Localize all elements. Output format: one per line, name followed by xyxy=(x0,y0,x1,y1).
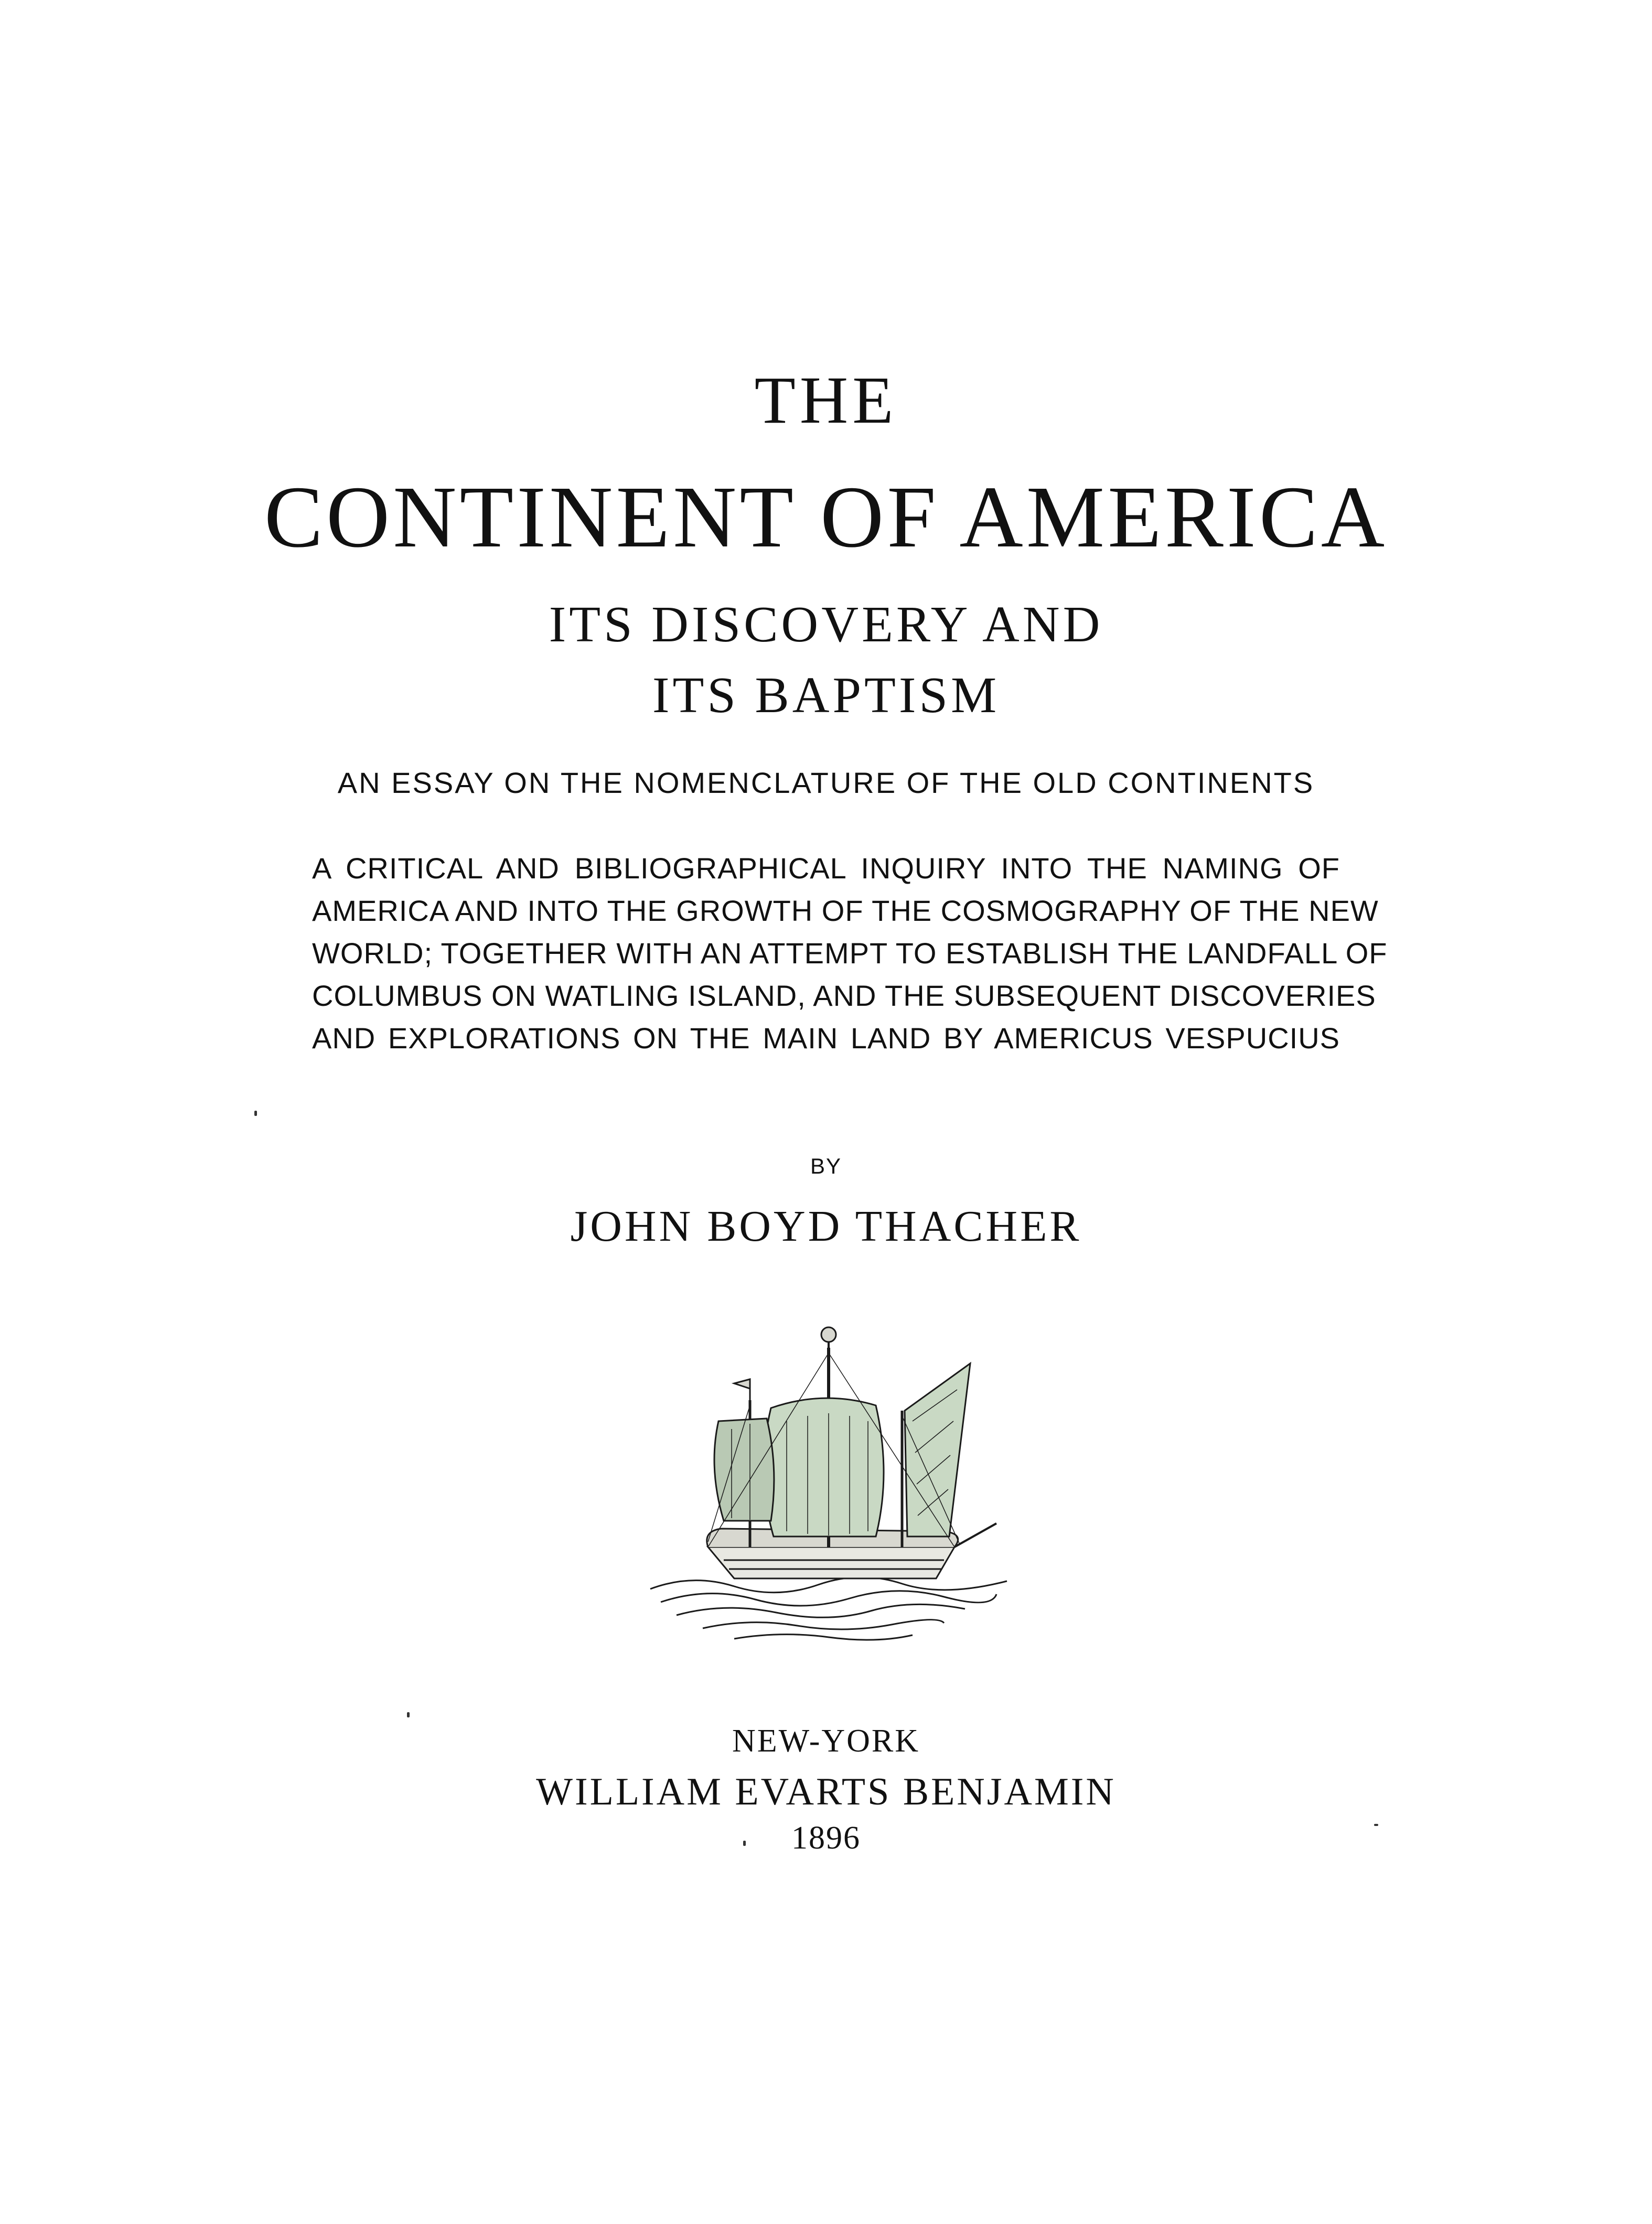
byline: BY xyxy=(810,1154,842,1178)
inquiry-paragraph xyxy=(312,847,1388,1059)
inquiry-line: AMERICA AND INTO THE GROWTH OF THE COSMOGRAPHY OF THE NEW xyxy=(312,894,1379,927)
title-main: CONTINENT OF AMERICA xyxy=(264,468,1388,566)
ink-speck xyxy=(1374,1824,1378,1826)
essay-line: AN ESSAY ON THE NOMENCLATURE OF THE OLD CONTINENTS xyxy=(337,766,1315,799)
inquiry-line: COLUMBUS ON WATLING ISLAND, AND THE SUBSEQUENT DISCOVERIES xyxy=(312,979,1376,1012)
title-the: THE xyxy=(754,363,898,437)
ink-speck xyxy=(407,1712,410,1717)
author-name: JOHN BOYD THACHER xyxy=(570,1202,1082,1251)
inquiry-line: WORLD; TOGETHER WITH AN ATTEMPT TO ESTABLISH THE LANDFALL OF xyxy=(312,937,1388,970)
subtitle-line-2: ITS BAPTISM xyxy=(652,667,1000,724)
inquiry-line: A CRITICAL AND BIBLIOGRAPHICAL INQUIRY INTO THE NAMING OF xyxy=(312,852,1340,885)
imprint-place: NEW-YORK xyxy=(732,1723,920,1759)
sailing-ship-icon xyxy=(629,1316,1028,1652)
subtitle-line-1: ITS DISCOVERY AND xyxy=(549,596,1103,653)
ink-speck xyxy=(254,1111,257,1116)
inquiry-line: AND EXPLORATIONS ON THE MAIN LAND BY AMERICUS VESPUCIUS xyxy=(312,1022,1340,1055)
imprint-publisher: WILLIAM EVARTS BENJAMIN xyxy=(536,1770,1116,1813)
ink-speck xyxy=(743,1841,746,1846)
imprint-year: 1896 xyxy=(791,1820,861,1856)
